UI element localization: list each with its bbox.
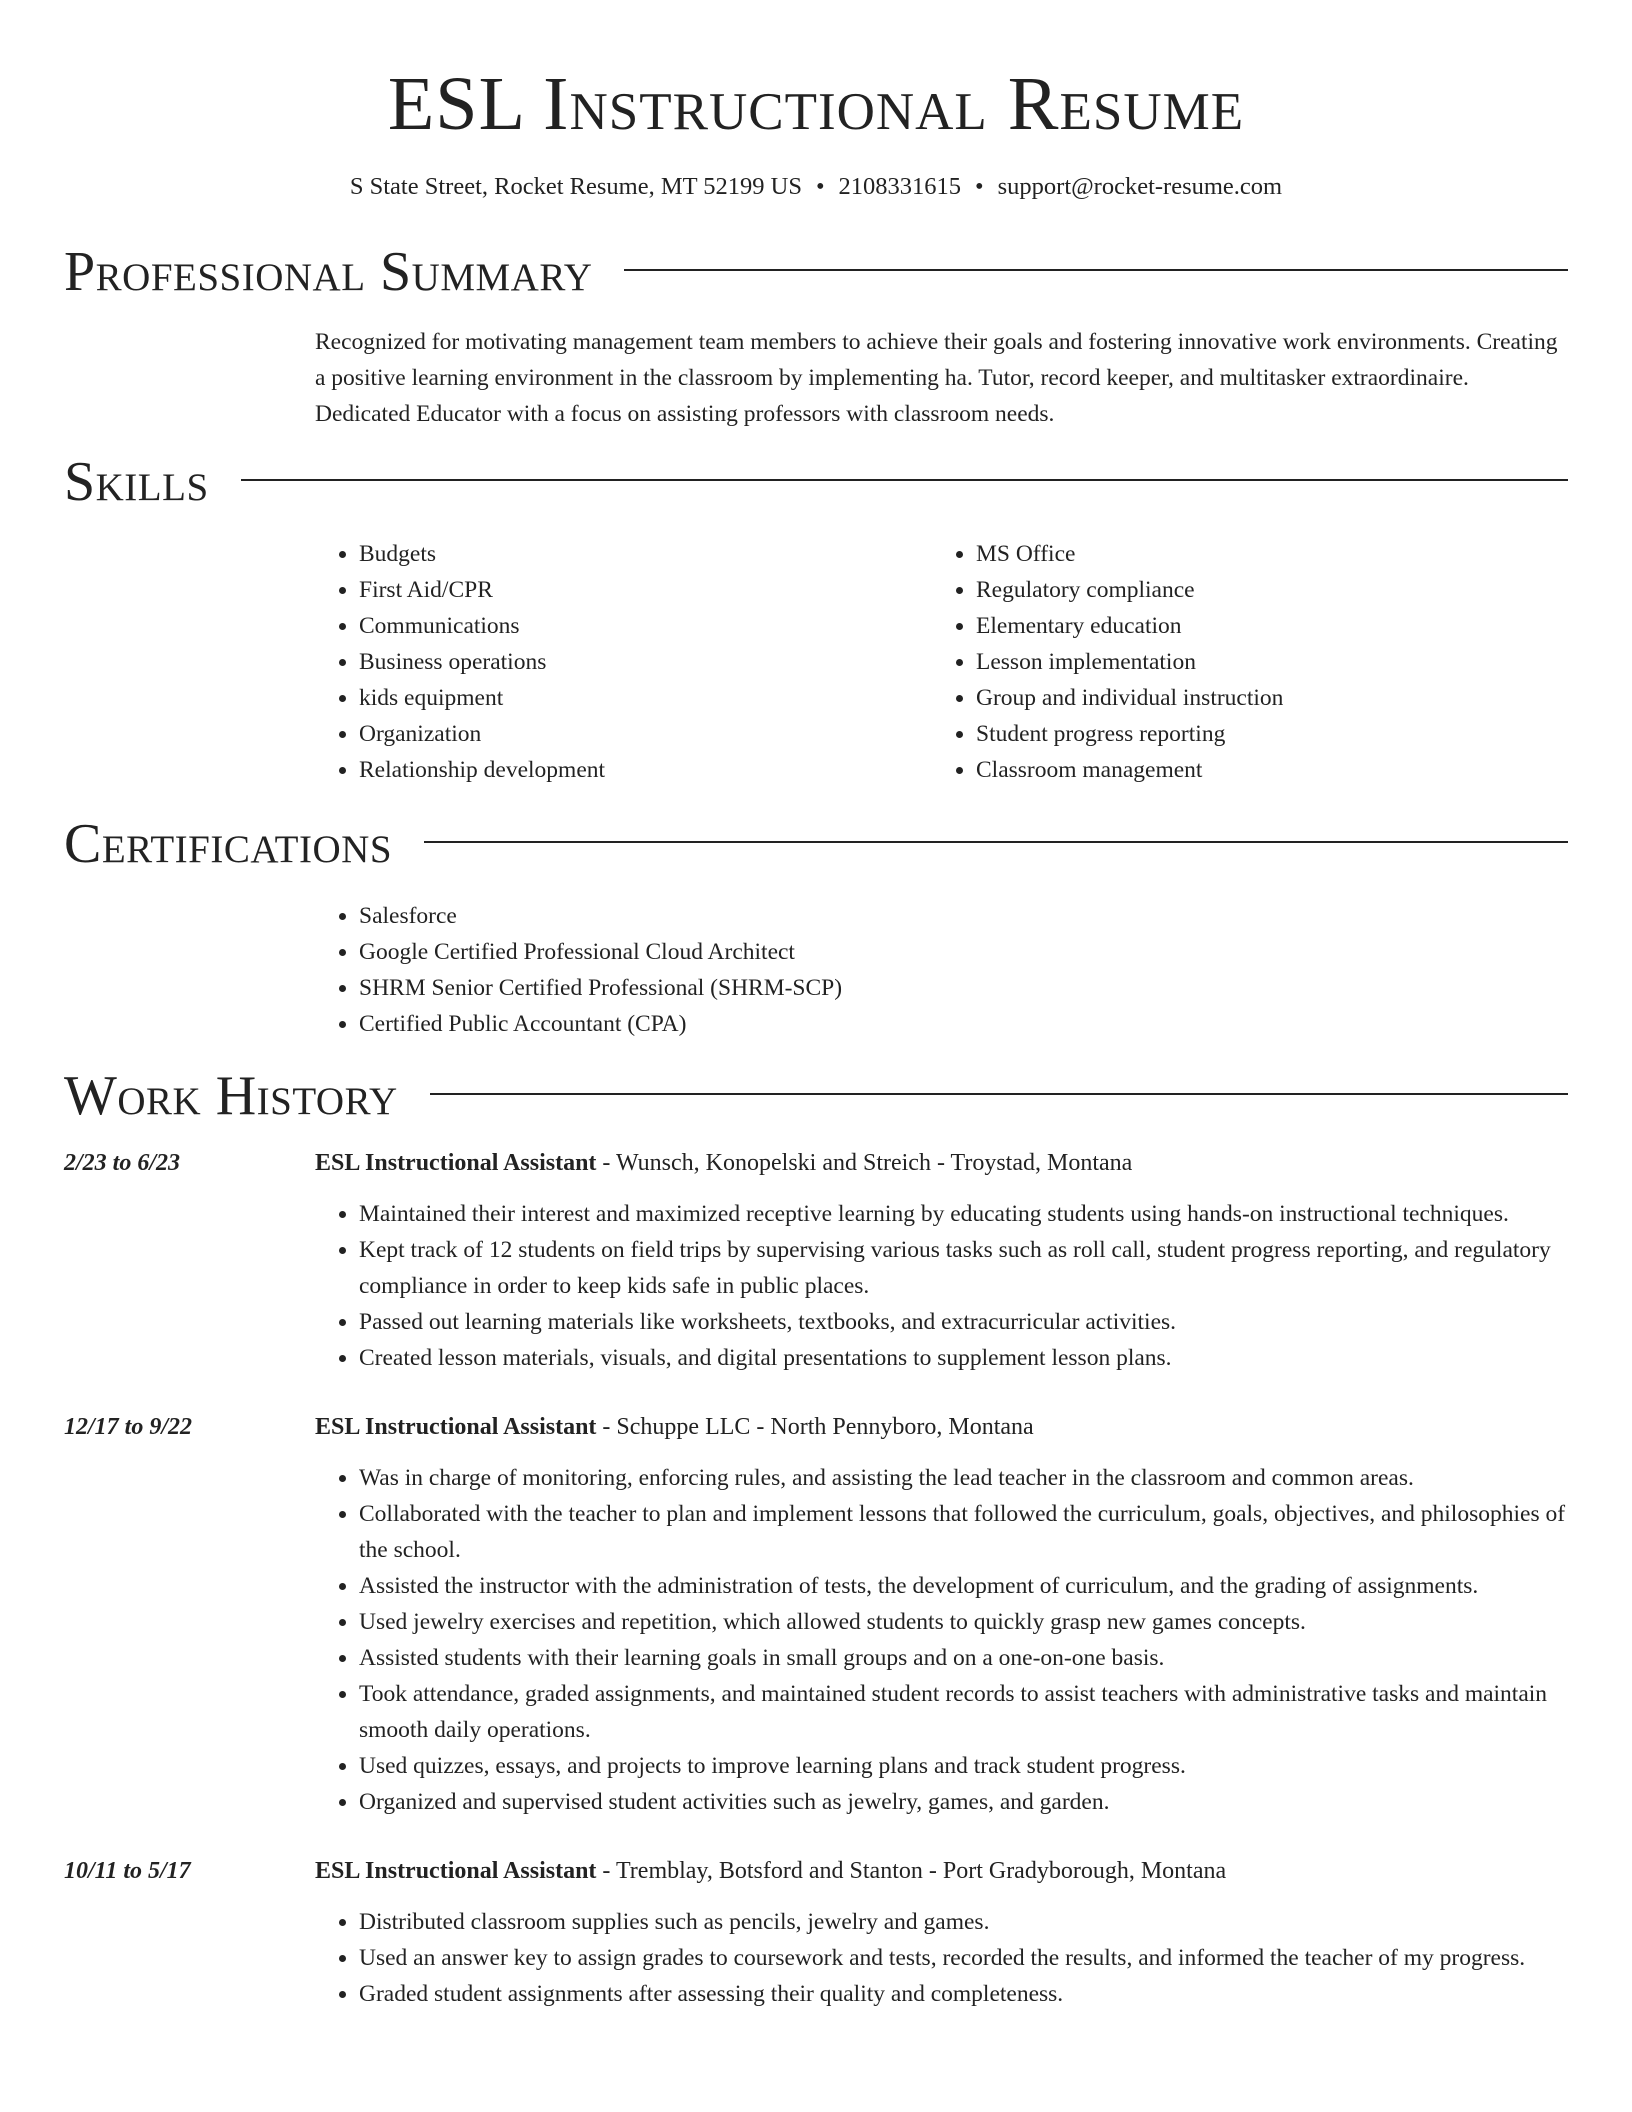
skills-list xyxy=(315,536,1568,788)
job-duty-item: • Collaborated with the teacher to plan and implement lessons that followed the curriculum, goals, objectives, and philosophies of the school. xyxy=(359,1496,1568,1568)
job-duty-item: • Maintained their interest and maximized receptive learning by educating students using hands-on instructional techniques. xyxy=(359,1196,1568,1232)
skills-heading: Skills xyxy=(64,451,209,513)
skill-item: • Lesson implementation xyxy=(976,644,1549,680)
job-duty-item: • Organized and supervised student activities such as jewelry, games, and garden. xyxy=(359,1784,1568,1820)
contact-separator: • xyxy=(975,173,984,200)
job-employer-location: - Schuppe LLC - North Pennyboro, Montana xyxy=(596,1414,1034,1440)
job-heading xyxy=(315,1410,1568,1444)
work-heading: Work History xyxy=(64,1065,398,1127)
skill-item: • Relationship development xyxy=(359,752,932,788)
section-divider xyxy=(624,269,1568,271)
work-section-header xyxy=(64,1064,1568,1128)
certifications-section-header xyxy=(64,812,1568,876)
certification-item: • SHRM Senior Certified Professional (SHRM-SCP) xyxy=(359,970,1568,1006)
skill-item: • Regulatory compliance xyxy=(976,572,1549,608)
job-duty-item: • Used quizzes, essays, and projects to improve learning plans and track student progress. xyxy=(359,1748,1568,1784)
job-duties-list xyxy=(315,1460,1568,1820)
skill-item: • kids equipment xyxy=(359,680,932,716)
skills-column-right xyxy=(932,536,1549,788)
certifications-heading: Certifications xyxy=(64,813,393,875)
job-duty-item: • Took attendance, graded assignments, and maintained student records to assist teachers with administrative tasks and maintain smooth daily operations. xyxy=(359,1676,1568,1748)
summary-section-header xyxy=(64,240,1568,304)
job-heading xyxy=(315,1146,1568,1180)
skill-item: • Communications xyxy=(359,608,932,644)
job-title: ESL Instructional Assistant xyxy=(315,1414,597,1440)
certification-item: • Certified Public Accountant (CPA) xyxy=(359,1006,1568,1042)
skill-item: • Group and individual instruction xyxy=(976,680,1549,716)
job-dates: 12/17 to 9/22 xyxy=(64,1414,193,1440)
job-duty-item: • Was in charge of monitoring, enforcing rules, and assisting the lead teacher in the classroom and common areas. xyxy=(359,1460,1568,1496)
contact-address: S State Street, Rocket Resume, MT 52199 US xyxy=(349,173,802,200)
job-title: ESL Instructional Assistant xyxy=(315,1858,597,1884)
job-duty-item: • Graded student assignments after assessing their quality and completeness. xyxy=(359,1976,1568,2012)
resume-page xyxy=(64,0,1568,2012)
skill-item: • Organization xyxy=(359,716,932,752)
summary-heading: Professional Summary xyxy=(64,241,593,303)
skill-item: • Elementary education xyxy=(976,608,1549,644)
job-duty-item: • Passed out learning materials like worksheets, textbooks, and extracurricular activities. xyxy=(359,1304,1568,1340)
resume-title: ESL Instructional Resume xyxy=(387,62,1245,146)
contact-line xyxy=(64,172,1568,202)
skill-item: • Student progress reporting xyxy=(976,716,1549,752)
contact-separator: • xyxy=(815,173,825,200)
job-duty-item: • Distributed classroom supplies such as pencils, jewelry and games. xyxy=(359,1904,1568,1940)
job-detail xyxy=(315,1410,1568,1820)
skill-item: • Classroom management xyxy=(976,752,1549,788)
job-duty-item: • Used an answer key to assign grades to coursework and tests, recorded the results, and informed the teacher of my progress. xyxy=(359,1940,1568,1976)
job-title: ESL Instructional Assistant xyxy=(315,1150,597,1176)
contact-phone: 2108331615 xyxy=(838,173,962,200)
certification-item: • Salesforce xyxy=(359,898,1568,934)
section-divider xyxy=(430,1093,1568,1095)
certifications-list xyxy=(315,898,1568,1042)
job-dates: 10/11 to 5/17 xyxy=(64,1858,191,1884)
job-duty-item: • Assisted the instructor with the administration of tests, the development of curriculum, and the grading of assignments. xyxy=(359,1568,1568,1604)
job-entry xyxy=(64,1146,1568,1376)
skill-item: • MS Office xyxy=(976,536,1549,572)
job-employer-location: - Tremblay, Botsford and Stanton - Port Gradyborough, Montana xyxy=(596,1858,1227,1884)
skill-item: • First Aid/CPR xyxy=(359,572,932,608)
job-duty-item: • Assisted students with their learning goals in small groups and on a one-on-one basis. xyxy=(359,1640,1568,1676)
job-employer-location: - Wunsch, Konopelski and Streich - Troystad, Montana xyxy=(596,1150,1133,1176)
job-duty-item: • Kept track of 12 students on field trips by supervising various tasks such as roll call, student progress reporting, and regulatory compliance in order to keep kids safe in public places. xyxy=(359,1232,1568,1304)
job-heading xyxy=(315,1854,1568,1888)
certification-item: • Google Certified Professional Cloud Architect xyxy=(359,934,1568,970)
skill-item: • Business operations xyxy=(359,644,932,680)
work-history-list xyxy=(64,1146,1568,2012)
job-duty-item: • Created lesson materials, visuals, and digital presentations to supplement lesson plans. xyxy=(359,1340,1568,1376)
skill-item: • Budgets xyxy=(359,536,932,572)
skills-column-left xyxy=(315,536,932,788)
job-detail xyxy=(315,1854,1568,2012)
section-divider xyxy=(424,841,1568,843)
job-duty-item: • Used jewelry exercises and repetition, which allowed students to quickly grasp new games concepts. xyxy=(359,1604,1568,1640)
job-duties-list xyxy=(315,1904,1568,2012)
summary-text: Recognized for motivating management team members to achieve their goals and fostering innovative work environments. Creating a positive learning environment in the classroom by implementing ha. Tutor, record keeper, and multitasker extraordinaire. Dedicated Educator with a focus on assisting professors with classroom needs. xyxy=(315,329,1558,427)
job-dates: 2/23 to 6/23 xyxy=(64,1150,181,1176)
summary-body xyxy=(315,324,1568,432)
job-duties-list xyxy=(315,1196,1568,1376)
job-detail xyxy=(315,1146,1568,1376)
contact-email[interactable]: support@rocket-resume.com xyxy=(997,173,1283,200)
skills-section-header xyxy=(64,450,1568,514)
job-entry xyxy=(64,1410,1568,1820)
job-entry xyxy=(64,1854,1568,2012)
section-divider xyxy=(241,479,1568,481)
